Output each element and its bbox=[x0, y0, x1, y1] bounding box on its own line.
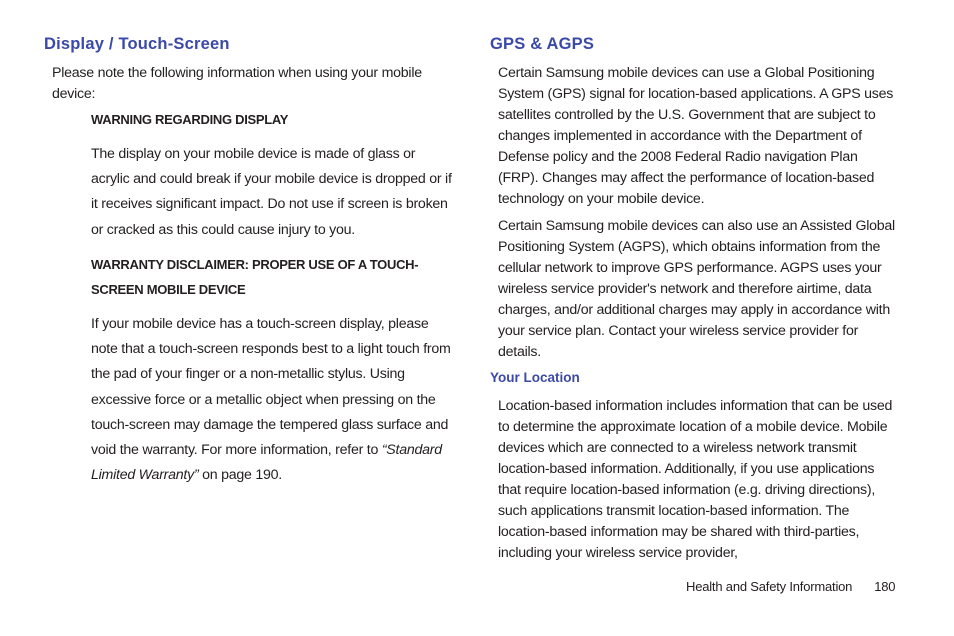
disclaimer-body bbox=[91, 312, 453, 488]
intro-paragraph: Please note the following information when using your mobile device: bbox=[52, 65, 422, 102]
warranty-reference-link[interactable]: “Standard Limited Warranty” bbox=[91, 442, 442, 484]
warning-title: WARNING REGARDING DISPLAY bbox=[91, 112, 289, 127]
disclaimer-text: If your mobile device has a touch-screen display, please note that a touch-screen responds best to a light touch from the pad of your finger or a non-metallic stylus. Using excessive force or a metallic object when pressing on the touch-screen may damage the tempered glass surface and void the warranty. For more information, refer to bbox=[91, 316, 451, 459]
gps-paragraph: Certain Samsung mobile devices can use a Global Positioning System (GPS) signal for location-based applications. A GPS uses satellites controlled by the U.S. Government that are subject to changes implemented in accordance with the Department of Defense policy and the 2008 Federal Radio navigation Plan (FRP). Changes may affect the performance of location-based technology on your mobile device. bbox=[498, 65, 894, 207]
warning-body: The display on your mobile device is made of glass or acrylic and could break if your mobile device is dropped or if it receives significant impact. Do not use if screen is broken or cracked as this could cause injury to you. bbox=[91, 146, 452, 238]
footer-section-title: Health and Safety Information bbox=[686, 579, 853, 594]
page-footer bbox=[686, 579, 895, 594]
section-heading-gps: GPS & AGPS bbox=[490, 35, 595, 53]
disclaimer-title: WARRANTY DISCLAIMER: PROPER USE OF A TOUCH-SCREEN MOBILE DEVICE bbox=[91, 257, 419, 297]
location-paragraph: Location-based information includes information that can be used to determine the approximate location of a mobile device. Mobile devices which are connected to a wireless network transmit location-based information. Additionally, if you use applications that require location-based information (e.g. driving directions), such applications transmit location-based information. The location-based information may be shared with third-parties, including your wireless service provider, bbox=[498, 398, 893, 561]
page-number: 180 bbox=[874, 579, 896, 594]
agps-paragraph: Certain Samsung mobile devices can also use an Assisted Global Positioning System (AGPS), which obtains information from the cellular network to improve GPS performance. AGPS uses your wireless service provider's network and therefore airtime, data charges, and/or additional charges may apply in accordance with your service plan. Contact your wireless service provider for details. bbox=[498, 218, 895, 360]
section-heading-display: Display / Touch-Screen bbox=[44, 35, 230, 53]
page-reference: on page 190. bbox=[198, 467, 282, 484]
subheading-your-location: Your Location bbox=[490, 370, 580, 385]
